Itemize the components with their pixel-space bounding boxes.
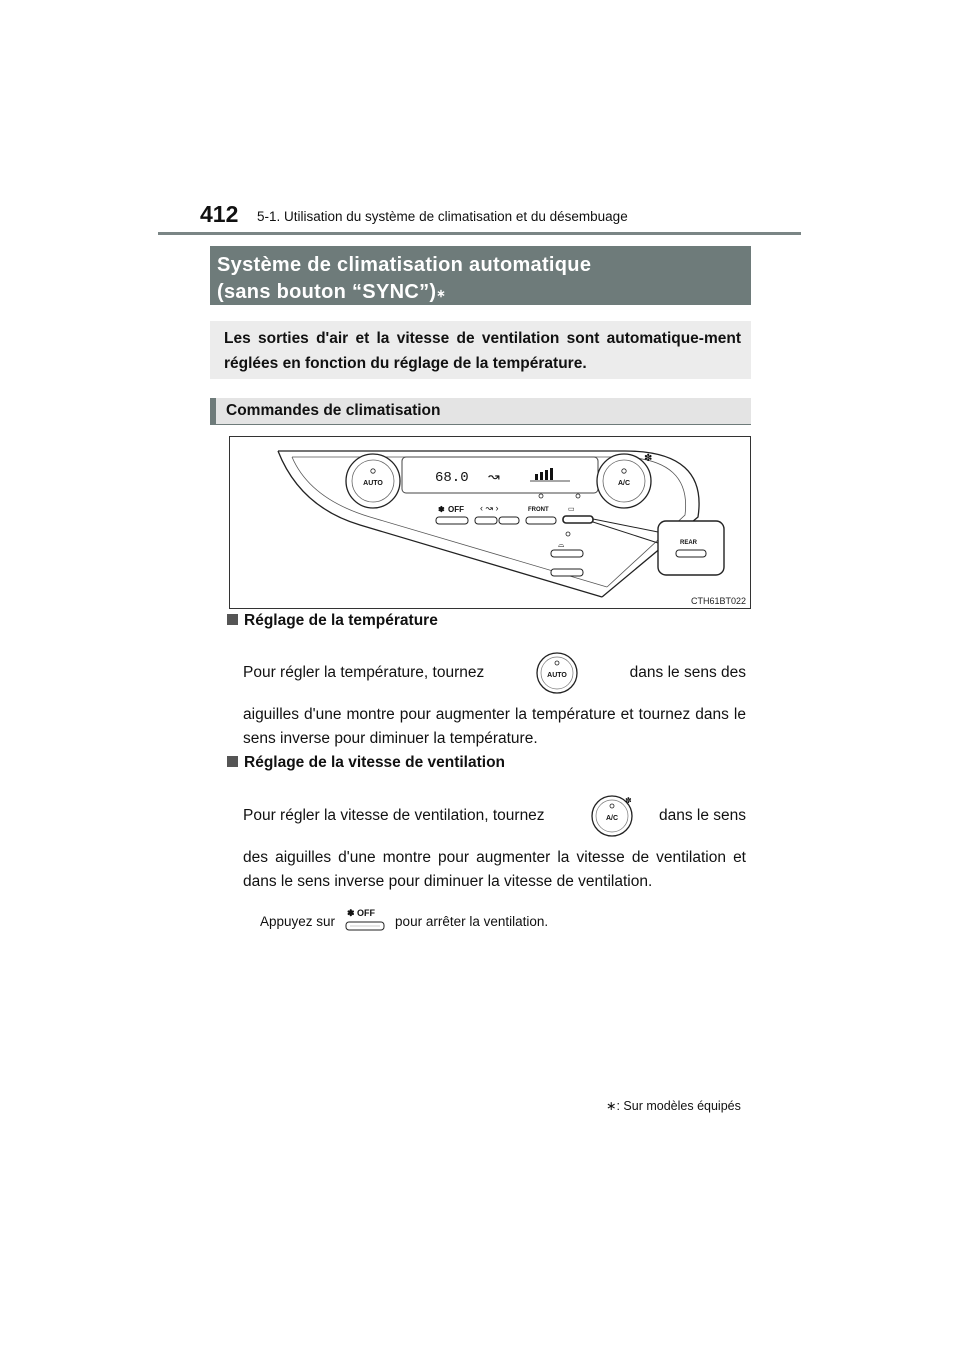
display-temp: 68.0 — [435, 470, 469, 486]
bullet-square-icon — [227, 614, 238, 625]
auto-knob-icon — [535, 651, 579, 695]
auto-knob-label: AUTO — [363, 480, 383, 487]
paragraph-temperature-rest: aiguilles d'une montre pour augmenter la température et tournez dans le sens inverse pour diminuer la température. — [243, 706, 746, 747]
svg-text:AUTO: AUTO — [547, 672, 567, 679]
svg-text:✽: ✽ — [624, 796, 632, 805]
rear-button-label: REAR — [680, 540, 698, 546]
page-number: 412 — [200, 201, 239, 227]
svg-text:✽: ✽ — [644, 453, 653, 464]
bullet-square-icon — [227, 756, 238, 767]
bullet-heading-temperature: Réglage de la température — [227, 612, 438, 630]
svg-text:✽: ✽ — [347, 908, 355, 918]
running-header: 5-1. Utilisation du système de climatisation et du désembuage — [257, 209, 628, 224]
title-line-2: (sans bouton “SYNC”) — [217, 281, 437, 303]
figure-code: CTH61BT022 — [690, 596, 746, 606]
svg-text:⌓: ⌓ — [558, 540, 565, 549]
ac-knob-icon — [590, 794, 634, 838]
front-button-label: FRONT — [528, 507, 549, 513]
paragraph-ventilation-rest: des aiguilles d'une montre pour augmenter la vitesse de ventilation et dans le sens inverse pour diminuer la vitesse de ventilation. — [243, 849, 746, 890]
header-rule — [158, 232, 801, 235]
climate-control-figure — [229, 436, 751, 609]
title-line-1: Système de climatisation automatique — [217, 254, 592, 276]
section-title — [210, 246, 751, 305]
off-button-label: OFF — [448, 505, 464, 514]
svg-text:A/C: A/C — [605, 815, 618, 822]
paragraph-ventilation: Pour régler la vitesse de ventilation, tournez A/C ✽ dans le sens des aiguilles d'une montre pour augmenter la vitesse de ventilation et dans le sens inverse pour diminuer la vitesse de ventilation. — [243, 794, 746, 894]
svg-text:‹ ↝ ›: ‹ ↝ › — [480, 503, 499, 513]
svg-text:✽: ✽ — [438, 505, 445, 514]
svg-text:OFF: OFF — [357, 908, 376, 918]
title-asterisk: ∗ — [436, 288, 446, 300]
paragraph-temperature: Pour régler la température, tournez AUTO dans le sens des aiguilles d'une montre pour augmenter la température et tournez dans le sens inverse pour diminuer la température. — [243, 651, 746, 751]
climate-panel-illustration — [230, 437, 750, 608]
fan-off-button-icon — [343, 906, 387, 936]
ac-knob-label: A/C — [617, 480, 631, 487]
subheading: Commandes de climatisation — [210, 398, 751, 425]
svg-text:▭: ▭ — [568, 506, 575, 513]
footnote: ∗: Sur modèles équipés — [606, 1099, 741, 1113]
svg-text:↝: ↝ — [488, 468, 500, 484]
bullet-heading-ventilation: Réglage de la vitesse de ventilation — [227, 754, 505, 772]
intro-text: Les sorties d'air et la vitesse de ventilation sont automatique-ment réglées en fonction du réglage de la température. — [210, 321, 751, 379]
note-fan-off: Appuyez sur ✽ OFF pour arrêter la ventilation. — [260, 906, 548, 936]
